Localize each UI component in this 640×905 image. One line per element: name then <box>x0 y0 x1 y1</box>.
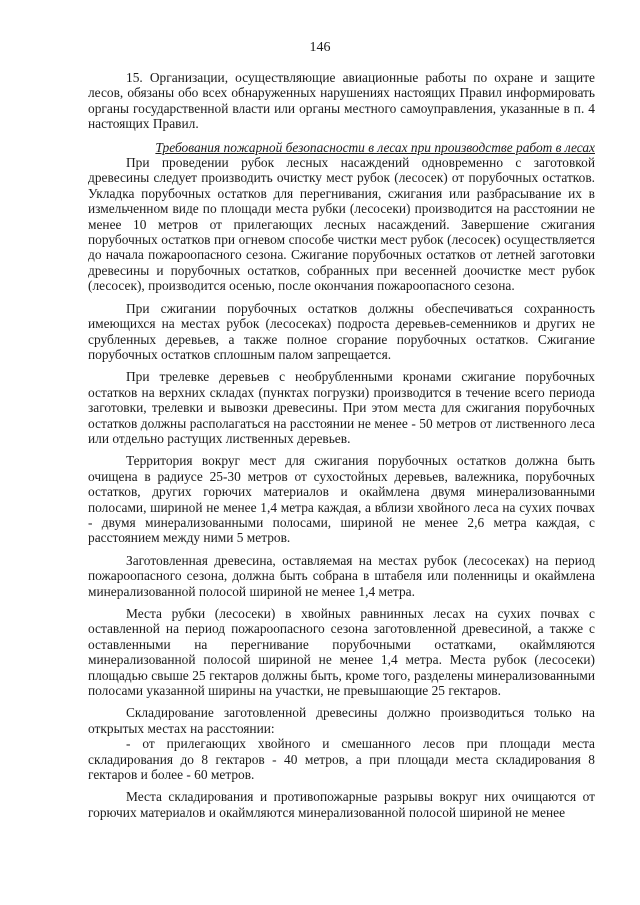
document-body <box>88 70 595 820</box>
paragraph-logging-cleanup: При проведении рубок лесных насаждений одновременно с заготовкой древесины следует производить очистку мест рубок (лесосек) от порубочных остатков. Укладка порубочных остатков для перегнивания, сжигания или разбрасывание их в измельченном виде по площади места рубки (лесосеки) производится на расстоянии не менее 10 метров от прилегающих лесных насаждений. Завершение сжигания порубочных остатков при огневом способе чистки мест рубок (лесосек) осуществляется до начала пожароопасного сезона. Сжигание порубочных остатков от летней заготовки древесины и порубочных остатков, собранных при весенней доочистке мест рубок (лесосек), производится осенью, после окончания пожароопасного сезона. <box>88 155 595 294</box>
paragraph-storage-intro: Складирование заготовленной древесины должно производиться только на открытых местах на расстоянии: <box>88 705 595 736</box>
paragraph-storage-clearing: Места складирования и противопожарные разрывы вокруг них очищаются от горючих материалов и окаймляются минерализованной полосой шириной не менее <box>88 789 595 820</box>
paragraph-storage-distances: - от прилегающих хвойного и смешанного лесов при площади места складирования до 8 гектаров - 40 метров, а при площади места складирования 8 гектаров и более - 60 метров. <box>88 736 595 783</box>
paragraph-harvested-wood: Заготовленная древесина, оставляемая на местах рубок (лесосеках) на период пожароопасного сезона, должна быть собрана в штабеля или поленницы и окаймлена минерализованной полосой шириной не менее 1,4 метра. <box>88 552 595 599</box>
paragraph-burning-area-clearing: Территория вокруг мест для сжигания порубочных остатков должна быть очищена в радиусе 25-30 метров от сухостойных деревьев, валежника, порубочных остатков, других горючих материалов и окаймлена двумя минерализованными полосами, шириной не менее 1,4 метра каждая, а вблизи хвойного леса на сухих почвах - двумя минерализованными полосами, шириной не менее 2,6 метра каждая, с расстоянием между ними 5 метров. <box>88 453 595 546</box>
paragraph-coniferous-plots: Места рубки (лесосеки) в хвойных равнинных лесах на сухих почвах с оставленной на период пожароопасного сезона заготовленной древесиной, а также с оставленными на перегнивание порубочными остатками, окаймляются минерализованной полосой шириной не менее 1,4 метра. Места рубок (лесосеки) площадью свыше 25 гектаров должны быть, кроме того, разделены минерализованными полосами указанной ширины на участки, не превышающие 25 гектаров. <box>88 606 595 699</box>
page-number: 146 <box>309 40 331 55</box>
paragraph-aviation-organizations: 15. Организации, осуществляющие авиационные работы по охране и защите лесов, обязаны обо всех обнаруженных нарушениях настоящих Правил информировать органы государственной власти или органы местного самоуправления, указанные в п. 4 настоящих Правил. <box>88 70 595 132</box>
section-heading: Требования пожарной безопасности в лесах при производстве работ в лесах <box>155 139 595 155</box>
paragraph-skidding: При трелевке деревьев с необрубленными кронами сжигание порубочных остатков на верхних складах (пунктах погрузки) производится в течение всего периода заготовки, трелевки и вывозки древесины. При этом места для сжигания порубочных остатков должны располагаться на расстоянии не менее - 50 метров от лиственного леса или отдельно растущих лиственных деревьев. <box>88 369 595 446</box>
paragraph-burning-preservation: При сжигании порубочных остатков должны обеспечиваться сохранность имеющихся на местах рубок (лесосеках) подроста деревьев-семенников и других не срубленных деревьев, а также полное сгорание порубочных остатков. Сжигание порубочных остатков сплошным палом запрещается. <box>88 300 595 362</box>
